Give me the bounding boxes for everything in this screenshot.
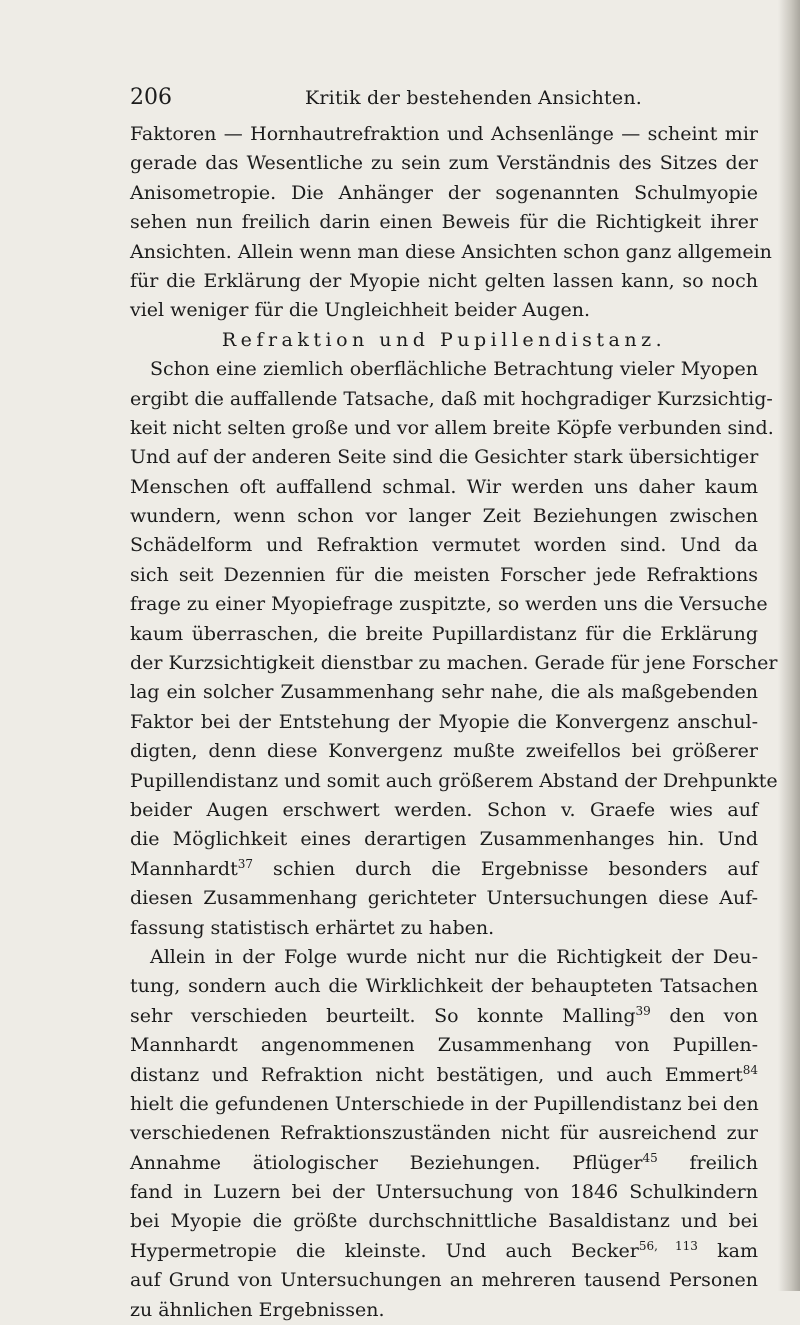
text-line: die Möglichkeit eines derartigen Zusammenhanges hin. Und	[130, 828, 758, 851]
running-head: Kritik der bestehenden Ansichten.	[305, 87, 643, 109]
text-line	[130, 1002, 758, 1031]
text-line: Faktoren — Hornhautrefraktion und Achsenlänge — scheint mir	[130, 123, 758, 145]
text-line: Schon eine ziemlich oberflächliche Betrachtung vieler Myopen	[150, 358, 758, 381]
text-span: sehr verschieden beurteilt. So konnte Malling	[130, 1004, 636, 1027]
text-line: viel weniger für die Ungleichheit beider Augen.	[130, 299, 591, 322]
page-edge-shadow	[778, 0, 800, 1291]
text-line: Ansichten. Allein wenn man diese Ansichten schon ganz allgemein	[130, 240, 772, 263]
text-line: der Kurzsichtigkeit dienstbar zu machen. Gerade für jene Forscher	[130, 652, 778, 675]
text-line: tung, sondern auch die Wirklichkeit der behaupteten Tatsachen	[130, 975, 758, 998]
page-number: 206	[130, 85, 172, 110]
text-line: Menschen oft auffallend schmal. Wir werden uns daher kaum	[130, 475, 758, 498]
text-span: distanz und Refraktion nicht bestätigen, und auch Emmert	[130, 1063, 743, 1086]
text-line: Mannhardt angenommenen Zusammenhang von Pupillen-	[130, 1034, 758, 1057]
text-line: Pupillendistanz und somit auch größerem Abstand der Drehpunkte	[130, 769, 778, 792]
text-line: kaum überraschen, die breite Pupillardistanz für die Erklärung	[130, 622, 758, 645]
section-heading: Refraktion und Pupillendistanz.	[221, 328, 667, 351]
text-line: hielt die gefundenen Unterschiede in der Pupillendistanz bei den	[130, 1092, 759, 1115]
text-line: bei Myopie die größte durchschnittliche Basaldistanz und bei	[130, 1210, 758, 1233]
book-page	[130, 85, 778, 1325]
text-line: gerade das Wesentliche zu sein zum Verständnis des Sitzes der	[130, 152, 758, 175]
text-line: frage zu einer Myopiefrage zuspitzte, so werden uns die Versuche	[130, 593, 768, 616]
text-line: keit nicht selten große und vor allem breite Köpfe verbunden sind.	[130, 416, 774, 439]
text-line: zu ähnlichen Ergebnissen.	[130, 1298, 385, 1321]
text-line: Faktor bei der Entstehung der Myopie die Konvergenz anschul-	[130, 710, 758, 733]
body-text	[130, 120, 778, 1325]
text-line: auf Grund von Untersuchungen an mehreren tausend Personen	[130, 1269, 758, 1292]
footnote-ref: 84	[742, 1062, 758, 1077]
text-line: Und auf der anderen Seite sind die Gesichter stark übersichtiger	[130, 446, 759, 469]
text-line: Allein in der Folge wurde nicht nur die Richtigkeit der Deu-	[150, 945, 758, 968]
text-span: kam	[697, 1239, 758, 1262]
text-line	[130, 1149, 758, 1178]
text-line	[130, 855, 758, 884]
text-line: lag ein solcher Zusammenhang sehr nahe, die als maßgebenden	[130, 681, 758, 704]
text-line: Anisometropie. Die Anhänger der sogenannten Schulmyopie	[130, 181, 758, 204]
text-span: Hypermetropie die kleinste. Und auch Becker	[130, 1239, 639, 1262]
text-span: Annahme ätiologischer Beziehungen. Pflüger	[130, 1151, 643, 1174]
author-name: Mannhardt	[130, 857, 238, 880]
footnote-ref: 37	[237, 856, 253, 871]
footnote-ref: 56, 113	[638, 1238, 698, 1253]
text-line	[130, 1237, 758, 1266]
text-span: freilich	[657, 1151, 758, 1174]
text-line: diesen Zusammenhang gerichteter Untersuchungen diese Auf-	[130, 887, 758, 910]
text-line: sich seit Dezennien für die meisten Forscher jede Refraktions	[130, 563, 758, 586]
text-line: wundern, wenn schon vor langer Zeit Beziehungen zwischen	[130, 505, 758, 528]
text-line: fassung statistisch erhärtet zu haben.	[130, 916, 495, 939]
text-line: verschiedenen Refraktionszuständen nicht für ausreichend zur	[130, 1122, 758, 1145]
text-line: sehen nun freilich darin einen Beweis für die Richtigkeit ihrer	[130, 211, 758, 234]
text-line: Schädelform und Refraktion vermutet worden sind. Und da	[130, 534, 758, 557]
text-line: ergibt die auffallende Tatsache, daß mit hochgradiger Kurzsichtig-	[130, 387, 773, 410]
page-header	[130, 85, 758, 115]
text-line	[130, 1061, 758, 1090]
text-line: digten, denn diese Konvergenz mußte zweifellos bei größerer	[130, 740, 758, 763]
text-line: für die Erklärung der Myopie nicht gelten lassen kann, so noch	[130, 269, 758, 292]
text-span: schien durch die Ergebnisse besonders auf	[252, 857, 758, 880]
footnote-ref: 45	[642, 1150, 658, 1165]
text-line: fand in Luzern bei der Untersuchung von 1846 Schulkindern	[130, 1181, 758, 1204]
text-line: beider Augen erschwert werden. Schon v. Graefe wies auf	[130, 798, 758, 821]
text-span: den von	[650, 1004, 758, 1027]
footnote-ref: 39	[635, 1003, 651, 1018]
